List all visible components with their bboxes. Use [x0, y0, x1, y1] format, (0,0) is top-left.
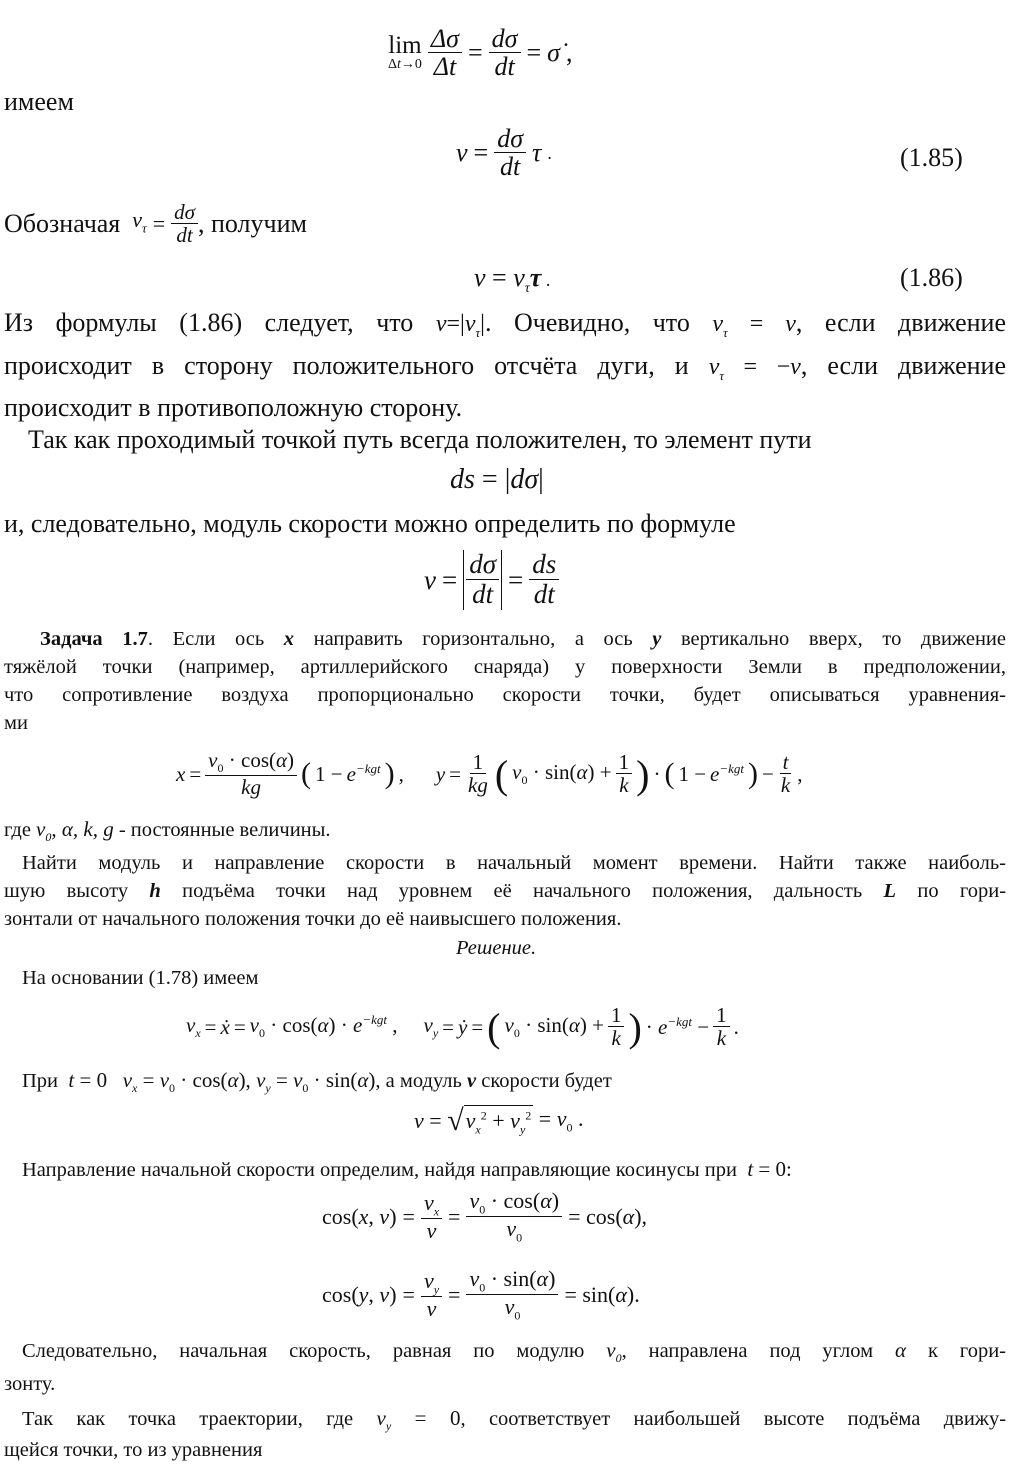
- para-line-1: Из формулы (1.86) следует, что $v=|v_\tau|$. Очевидно, что $v_\tau = v$, если движение: [4, 308, 1007, 340]
- text-conclusion-1b: , направлена под углом: [621, 1340, 874, 1362]
- find-line-2: [4, 877, 1006, 905]
- text-conclusion-1a: Следовательно, начальная скорость, равная по модулю: [22, 1340, 585, 1362]
- text-find-2c: по гори-: [917, 880, 1007, 902]
- formula-velocity-components: $v_x$ = ẋ = $v_0 \cdot \cos(\alpha) \cdot e^{-kgt}$ , $v_y$ = ẏ = ( $v_0 \cdot \sin(\alpha)$ + $\frac{1}{k}$ ) · $e^{-kgt}$ − $\frac{1}{k}$ .: [186, 1002, 739, 1050]
- text-modul-a: , а модуль: [375, 1070, 462, 1092]
- formula-speed-modulus: v = $\frac{d\sigma}{dt}$ = $\frac{ds}{dt}$: [424, 542, 559, 618]
- text-modul-b: скорости будет: [481, 1070, 612, 1092]
- formula-1-85: v = $\frac{d\sigma}{dt}$ τ .: [456, 123, 552, 181]
- text-p1-b: . Очевидно, что: [484, 308, 690, 337]
- text-p2-b: , если движение: [800, 351, 1006, 380]
- task-line-2: тяжёлой точки (например, артиллерийского снаряда) у поверхности Земли в предположении,: [4, 656, 1006, 678]
- text-task-1b: направить горизонтально, а ось: [313, 628, 633, 650]
- text-imeem: имеем: [4, 87, 74, 116]
- para-based: На основании (1.78) имеем: [22, 967, 259, 989]
- formula-ds: ds = |dσ|: [450, 464, 544, 495]
- find-line-3: зонтали от начального положения точки до её наивысшего положения.: [4, 908, 622, 930]
- para-line-5: и, следовательно, модуль скорости можно определить по формуле: [4, 509, 736, 538]
- formula-cos-y: cos(y, v) = $\frac{v_y}{v}$ = $\frac{v_0 \cdot \sin(\alpha)}{v_0}$ = sin(α).: [322, 1266, 640, 1323]
- text-p2-a: происходит в сторону положительного отсчёта дуги, и: [4, 351, 689, 380]
- formula-trajectory: x = $\frac{v_0 \cdot \cos(\alpha)}{kg}$ ( 1 − $e^{-kgt}$ ) , y = $\frac{1}{kg}$ ( $v_0 \cdot \sin(\alpha)$ + $\frac{1}{k}$ ) · ( 1 − $e^{-kgt}$ ) − $\frac{t}{k}$ ,: [176, 748, 803, 799]
- text-consts: - постоянные величины.: [118, 819, 331, 841]
- para-line-3: происходит в противоположную сторону.: [4, 393, 463, 422]
- text-find-2b: подъёма точки над уровнем её начального положения, дальность: [182, 880, 863, 902]
- para-line-4: Так как проходимый точкой путь всегда положителен, то элемент пути: [28, 425, 812, 454]
- text-p1-a: Из формулы (1.86) следует, что: [4, 308, 414, 337]
- text-find-2a: шую высоту: [4, 880, 129, 902]
- text-p1-c: , если движение: [795, 308, 1007, 337]
- formula-1-86: $v = v_\tau\tau$ .: [474, 263, 551, 297]
- para-constants: где $v_0$, α, k, g - постоянные величины.: [4, 817, 331, 845]
- speed-v-label: v: [467, 1070, 477, 1092]
- task-line-1: [40, 625, 1006, 653]
- text-last-1a: Так как точка траектории, где: [22, 1408, 354, 1430]
- para-pri: При t = 0 $v_x = v_0 \cdot \cos(\alpha)$, $v_y = v_0 \cdot \sin(\alpha)$, а модуль v скорости будет: [22, 1068, 612, 1096]
- last-line-2: щейся точки, то из уравнения: [4, 1439, 263, 1461]
- text-last-1b: , соответствует наибольшей высоте подъёма движу-: [460, 1408, 1007, 1430]
- text-poluchim: , получим: [197, 209, 307, 238]
- equation-number-1-86: (1.86): [900, 263, 963, 292]
- text-conclusion-1c: к гори-: [927, 1340, 1006, 1362]
- conclusion-line-2: зонту.: [4, 1373, 56, 1395]
- range-L-label: L: [883, 880, 897, 902]
- formula-speed-sqrt: v = √ $v_x^2 + v_y^2$ = $v_0$ .: [414, 1104, 584, 1137]
- task-label: Задача 1.7: [40, 628, 148, 650]
- text-pri: При: [22, 1070, 59, 1092]
- para-oboznachaya: Обозначая $v_\tau$ = $\frac{d\sigma}{dt}$ , получим: [4, 199, 307, 247]
- task-line-3: что сопротивление воздуха пропорционально скорости точки, будет описываться уравнения-: [4, 684, 1006, 706]
- equation-number-1-85: (1.85): [900, 143, 963, 172]
- find-line-1: Найти модуль и направление скорости в начальный момент времени. Найти также наиболь-: [22, 852, 1006, 874]
- text-gde: где: [4, 819, 31, 841]
- solution-heading: Решение.: [456, 937, 537, 959]
- last-line-1: Так как точка траектории, где $v_y = 0$, соответствует наибольшей высоте подъёма движу-: [22, 1406, 1007, 1434]
- formula-limit: lim Δt→0 $\frac{\Delta\sigma}{\Delta t}$ = $\frac{d\sigma}{dt}$ = σ̇ ,: [388, 23, 573, 81]
- text-direction: Направление начальной скорости определим, найдя направляющие косинусы при: [22, 1159, 737, 1181]
- axis-y-label: y: [652, 628, 662, 650]
- text-oboznachaya: Обозначая: [4, 209, 121, 238]
- para-direction: Направление начальной скорости определим, найдя направляющие косинусы при t = 0:: [22, 1157, 792, 1181]
- text-task-1c: вертикально вверх, то движение: [680, 628, 1007, 650]
- conclusion-line-1: Следовательно, начальная скорость, равная по модулю $v_0$, направлена под углом α к гори-: [22, 1338, 1006, 1366]
- text-task-1a: . Если ось: [147, 628, 265, 650]
- para-line-2: происходит в сторону положительного отсчёта дуги, и $v_\tau = -v$, если движение: [4, 351, 1006, 383]
- height-h-label: h: [149, 880, 161, 902]
- axis-x-label: x: [283, 628, 295, 650]
- task-line-4: ми: [4, 712, 28, 734]
- formula-cos-x: cos(x, v) = $\frac{v_x}{v}$ = $\frac{v_0 \cdot \cos(\alpha)}{v_0}$ = cos(α),: [322, 1188, 648, 1245]
